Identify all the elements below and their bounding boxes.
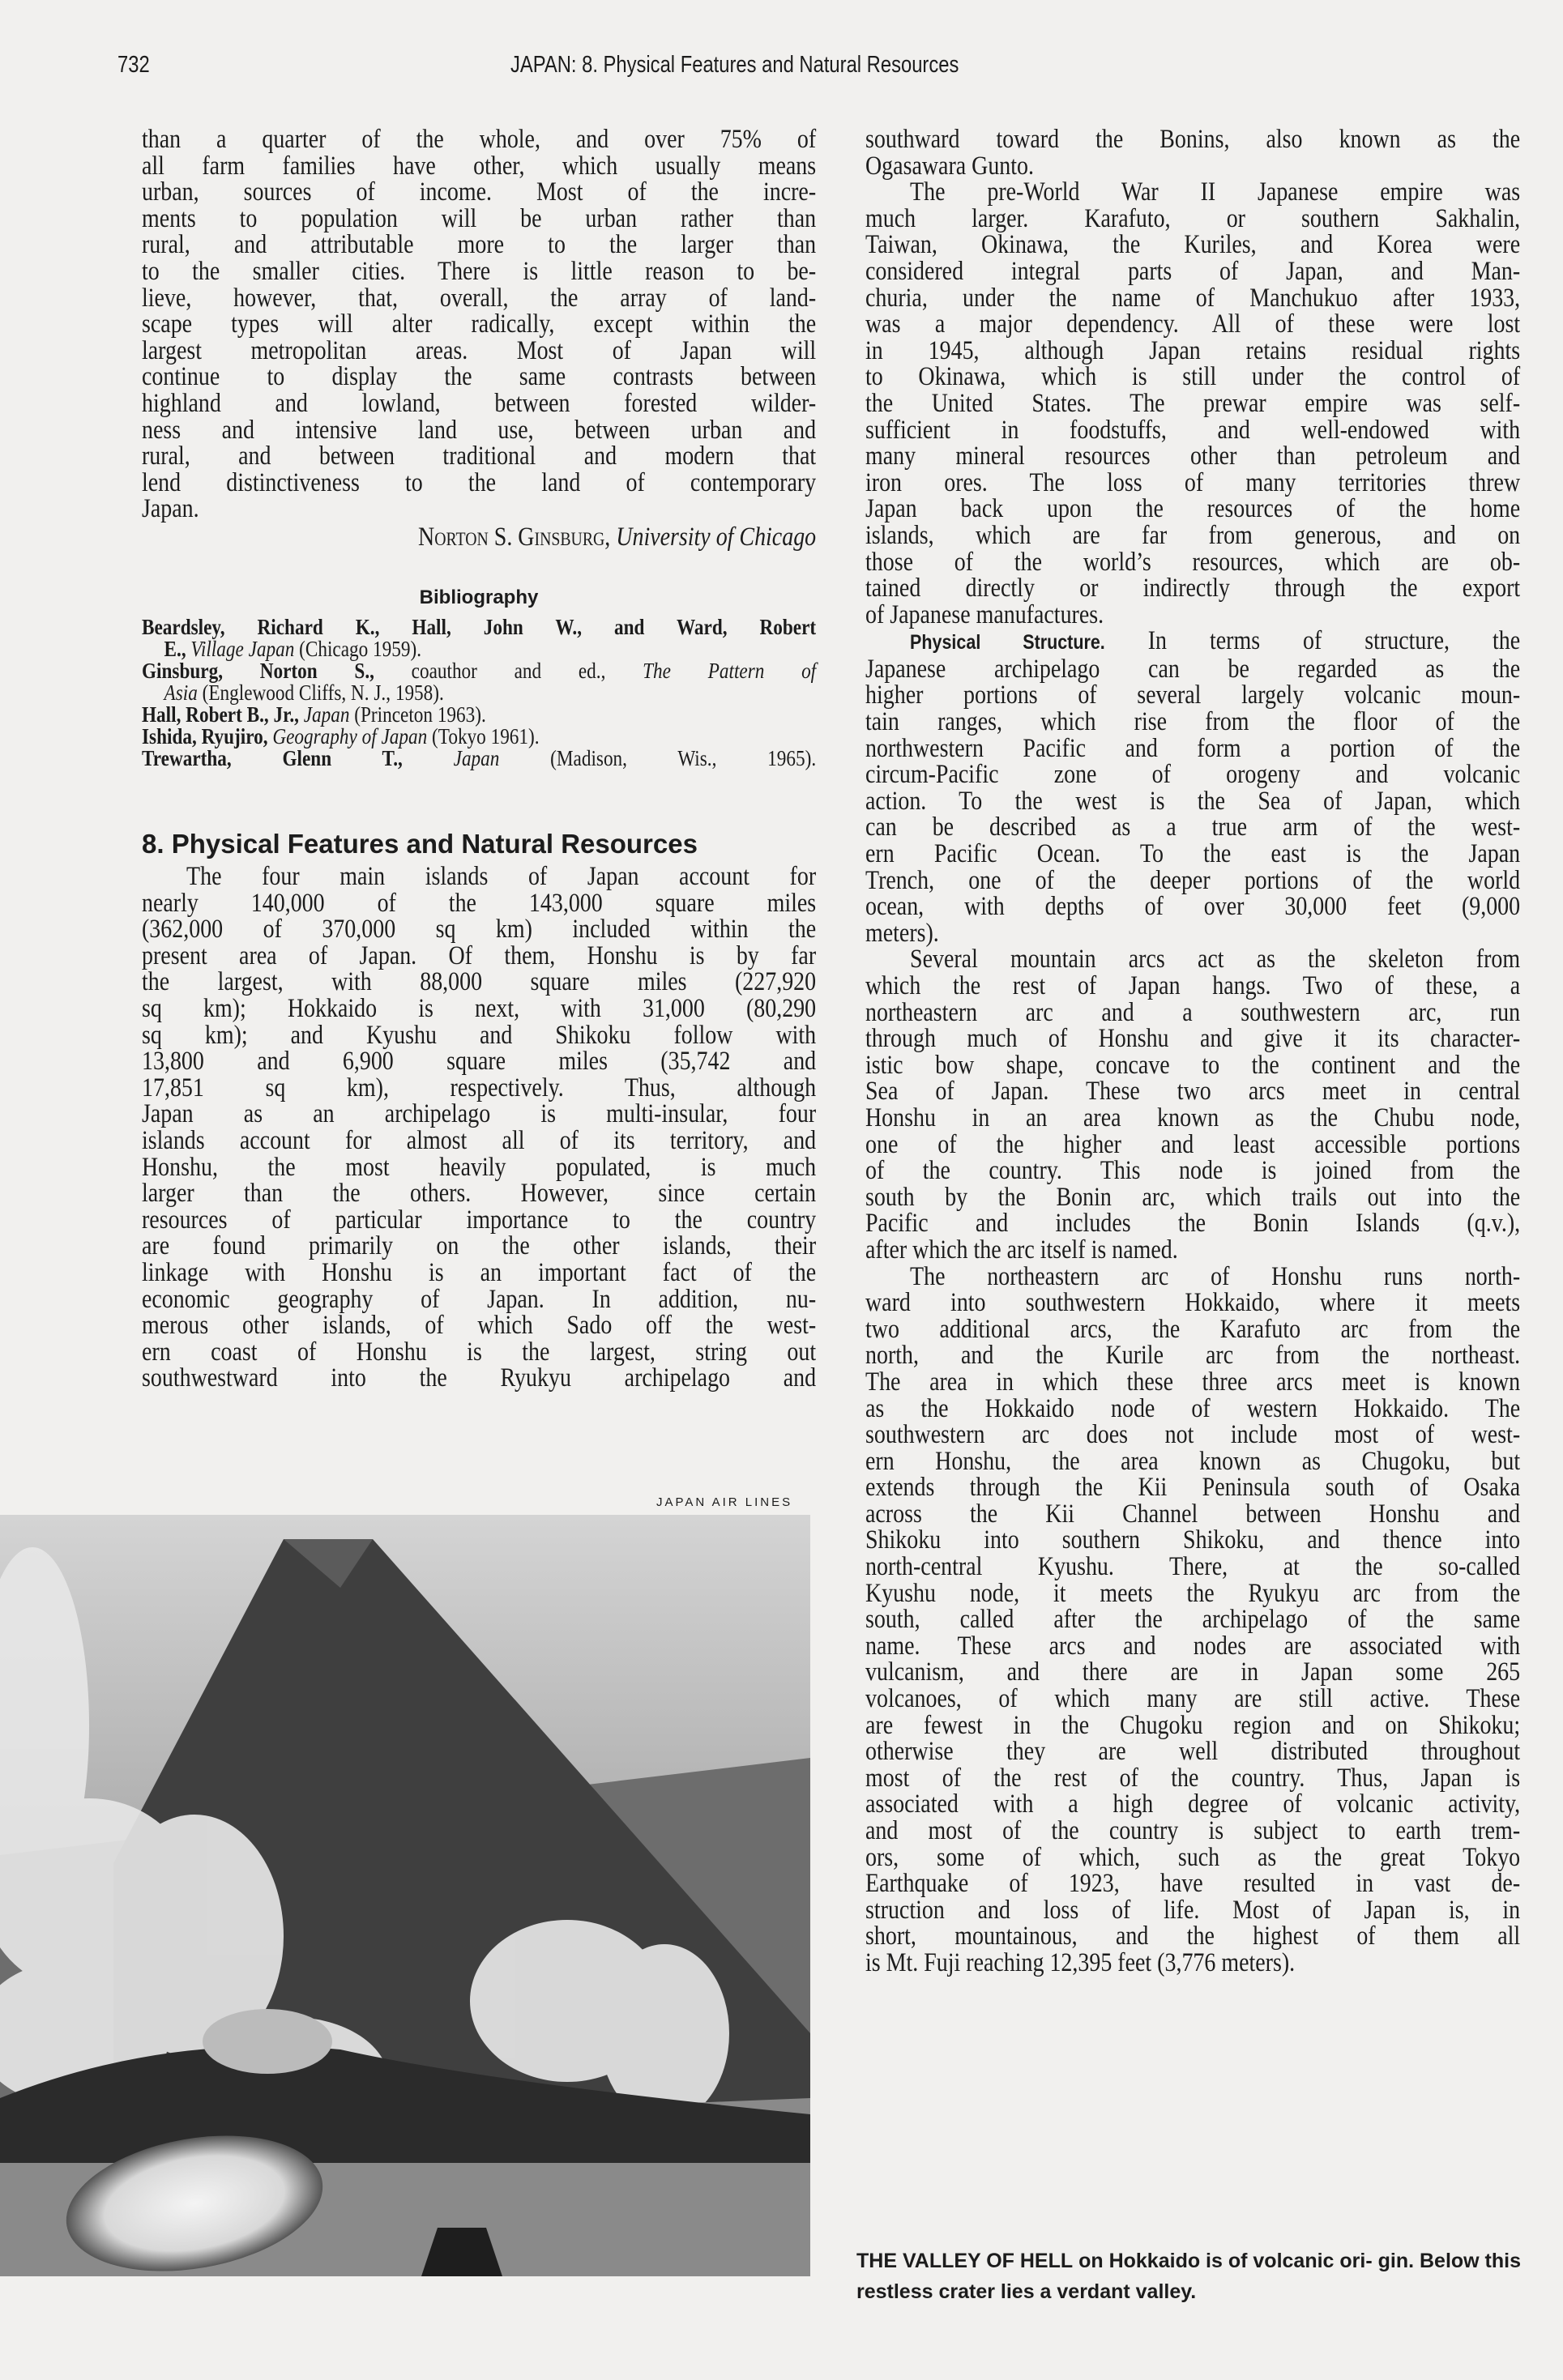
text-line: ocean, with depths of over 30,000 feet (9,000 [865, 892, 1521, 922]
bib-title: Geography of Japan [272, 723, 428, 749]
right-column [865, 126, 1520, 1977]
bib-details: (Madison, Wis., 1965). [550, 745, 817, 770]
text-line: Japan back upon the resources of the home [865, 494, 1521, 524]
text-line: (362,000 of 370,000 sq km) included within the [142, 915, 817, 945]
text-line [865, 628, 1520, 656]
text-line: all farm families have other, which usually means [142, 151, 817, 181]
text-line: scape types will alter radically, except within the [142, 309, 817, 339]
text-line: south, called after the archipelago of the same [865, 1605, 1521, 1635]
text-line: of Japanese manufactures. [865, 599, 1104, 629]
text-line: linkage with Honshu is an important fact of the [142, 1257, 817, 1287]
volcano-image-icon [0, 1515, 810, 2276]
text-line: southward toward the Bonins, also known as the [865, 125, 1521, 154]
photo-credit: JAPAN AIR LINES [656, 1495, 793, 1509]
paragraph-physical-structure [865, 628, 1520, 946]
bib-author: Ishida, Ryujiro, [142, 723, 268, 749]
text-line: struction and loss of life. Most of Japan is, in [865, 1895, 1521, 1925]
text-line: Sea of Japan. These two arcs meet in central [865, 1077, 1521, 1107]
bibliography-entry [142, 704, 816, 726]
text-line: sq km); and Kyushu and Shikoku follow with [142, 1020, 817, 1050]
text-line: after which the arc itself is named. [865, 1235, 1178, 1265]
text-line: The four main islands of Japan account for [186, 862, 817, 891]
text-line: Kyushu node, it meets the Ryukyu arc from the [865, 1578, 1521, 1608]
text-line: was a major dependency. All of these were lost [865, 309, 1521, 339]
text-line: Trench, one of the deeper portions of the world [865, 865, 1521, 895]
intro-paragraph [142, 126, 816, 522]
text-line: volcanoes, of which many are still active. These [865, 1684, 1521, 1714]
text-line: Earthquake of 1923, have resulted in vast de- [865, 1869, 1521, 1899]
text-line: rural, and attributable more to the larger than [142, 230, 817, 260]
text-line: sq km); Hokkaido is next, with 31,000 (80,290 [142, 993, 817, 1023]
text-line: are found primarily on the other islands, their [142, 1231, 817, 1261]
text-line: ward into southwestern Hokkaido, where it meets [865, 1288, 1521, 1318]
text-line: to the smaller cities. There is little reason to be- [142, 256, 817, 286]
section-paragraph [142, 864, 816, 1392]
text-line: merous other islands, of which Sado off the west- [142, 1311, 817, 1341]
text-line: larger than the others. However, since certain [142, 1179, 817, 1209]
bib-details: (Englewood Cliffs, N. J., 1958). [202, 680, 444, 705]
section-8 [142, 813, 816, 1392]
text-line: lieve, however, that, overall, the array of land- [142, 283, 817, 313]
text-line: otherwise they are well distributed throughout [865, 1737, 1521, 1767]
text-line: ern Pacific Ocean. To the east is the Japan [865, 839, 1521, 869]
bib-role: coauthor and ed., [411, 658, 606, 683]
text-line: as the Hokkaido node of western Hokkaido. The [865, 1393, 1521, 1423]
bib-title: Village Japan [190, 636, 295, 661]
bib-title: Asia [164, 680, 198, 705]
text-line: those of the world’s resources, which are ob- [865, 547, 1521, 577]
author-name: Norton S. Ginsburg, [418, 522, 611, 552]
caption-title: THE VALLEY OF HELL [856, 2250, 1074, 2272]
text-line: resources of particular importance to the country [142, 1205, 817, 1235]
running-title: JAPAN: 8. Physical Features and Natural Resources [510, 52, 959, 78]
bibliography-entry [142, 660, 816, 704]
text-line: urban, sources of income. Most of the incre- [142, 177, 817, 207]
text-fragment: In terms of structure, the [1147, 626, 1521, 656]
text-line: islands, which are far from generous, and on [865, 520, 1521, 550]
paragraph [865, 1261, 1521, 1977]
text-line: nearly 140,000 of the 143,000 square miles [142, 888, 817, 918]
bibliography-list [142, 616, 816, 770]
text-line: are fewest in the Chugoku region and on Shikoku; [865, 1710, 1521, 1740]
text-line: and most of the country is subject to earth trem- [865, 1816, 1521, 1845]
text-line: Honshu in an area known as the Chubu node, [865, 1103, 1521, 1132]
text-line: considered integral parts of Japan, and Man- [865, 256, 1521, 286]
bibliography-entry [142, 616, 816, 660]
bibliography-entry [142, 745, 817, 770]
text-line: action. To the west is the Sea of Japan, which [865, 786, 1521, 816]
text-line: highland and lowland, between forested wilder- [142, 388, 817, 418]
text-line: to Okinawa, which is still under the control of [865, 362, 1521, 392]
text-line: associated with a high degree of volcanic activity, [865, 1789, 1521, 1819]
section-body [142, 864, 816, 1392]
text-line: istic bow shape, concave to the continent and the [865, 1050, 1521, 1080]
text-line: Japanese archipelago can be regarded as the [865, 654, 1521, 684]
text-line: across the Kii Channel between Honshu and [865, 1499, 1521, 1529]
bib-title: The Pattern of [643, 658, 817, 683]
page-number: 732 [117, 52, 150, 78]
text-line: Honshu, the most heavily populated, is much [142, 1152, 817, 1182]
text-line: higher portions of several largely volcanic moun- [865, 680, 1521, 710]
text-line: one of the higher and least accessible portions [865, 1129, 1521, 1159]
text-line: much larger. Karafuto, or southern Sakhalin, [865, 203, 1521, 233]
bibliography-heading: Bibliography [419, 586, 539, 608]
bib-details: (Tokyo 1961). [432, 723, 540, 749]
text-line: north, and the Kurile arc from the northeast. [865, 1341, 1521, 1371]
text-line: 17,851 sq km), respectively. Thus, although [142, 1073, 817, 1103]
bib-details: (Chicago 1959). [299, 636, 422, 661]
text-line: The northeastern arc of Honshu runs north- [910, 1261, 1521, 1291]
text-line: islands account for almost all of its territory, and [142, 1125, 817, 1155]
text-line: ors, some of which, such as the great Tokyo [865, 1842, 1521, 1872]
bib-author: Trewartha, Glenn T., [142, 745, 403, 770]
text-line: in 1945, although Japan retains residual rights [865, 335, 1521, 365]
bib-title: Japan [303, 702, 350, 727]
text-line: ness and intensive land use, between urban and [142, 415, 817, 445]
text-line: the largest, with 88,000 square miles (227,920 [142, 967, 817, 997]
text-line: extends through the Kii Peninsula south of Osaka [865, 1473, 1521, 1503]
text-line: Taiwan, Okinawa, the Kuriles, and Korea were [865, 230, 1521, 260]
text-line: northeastern arc and a southwestern arc, run [865, 997, 1521, 1027]
author-affiliation: University of Chicago [616, 522, 817, 552]
paragraph [865, 946, 1520, 1263]
text-line: tained directly or indirectly through the export [865, 574, 1521, 604]
bib-author: Ginsburg, Norton S., [142, 658, 374, 683]
text-line: ern coast of Honshu is the largest, string out [142, 1337, 817, 1367]
paragraph [865, 179, 1520, 628]
section-heading: 8. Physical Features and Natural Resources [142, 829, 698, 859]
bib-author: Beardsley, Richard K., Hall, John W., and Ward, Robert [142, 614, 817, 639]
text-line: which the rest of Japan hangs. Two of these, a [865, 971, 1521, 1000]
text-line: southwestern arc does not include most of west- [865, 1420, 1521, 1450]
page-header [0, 52, 1563, 84]
text-line: largest metropolitan areas. Most of Japan will [142, 335, 817, 365]
text-line: than a quarter of the whole, and over 75% of [142, 125, 817, 154]
text-line: 13,800 and 6,900 square miles (35,742 and [142, 1047, 817, 1077]
text-line: two additional arcs, the Karafuto arc from the [865, 1314, 1521, 1344]
text-line: sufficient in foodstuffs, and well-endowed with [865, 415, 1521, 445]
author-signature [142, 524, 816, 551]
text-line: southwestward into the Ryukyu archipelago and [142, 1363, 817, 1393]
bib-author: Hall, Robert B., Jr., [142, 702, 299, 727]
text-line: most of the rest of the country. Thus, Japan is [865, 1763, 1521, 1793]
bibliography-entry [142, 723, 816, 749]
text-line: Japan. [142, 494, 199, 524]
text-line: can be described as a true arm of the west- [865, 813, 1521, 842]
right-column-content [865, 126, 1520, 1977]
text-line: The pre-World War II Japanese empire was [910, 177, 1521, 207]
text-line: continue to display the same contrasts between [142, 362, 817, 392]
text-line: short, mountainous, and the highest of them all [865, 1921, 1521, 1951]
caption-text: on Hokkaido is of volcanic ori- gin. Below this restless crater lies a verdant valley. [856, 2250, 1521, 2303]
text-line: tain ranges, which rise from the floor of the [865, 707, 1521, 737]
text-line: Pacific and includes the Bonin Islands (q.v.), [865, 1209, 1521, 1239]
text-line: Ogasawara Gunto. [865, 151, 1035, 181]
text-line: Shikoku into southern Shikoku, and thence into [865, 1525, 1521, 1555]
text-line: The area in which these three arcs meet is known [865, 1367, 1521, 1397]
paragraph [865, 126, 1520, 179]
text-line: iron ores. The loss of many territories threw [865, 467, 1521, 497]
text-line: economic geography of Japan. In addition, nu- [142, 1284, 817, 1314]
text-line: vulcanism, and there are in Japan some 265 [865, 1657, 1521, 1687]
bib-details: (Princeton 1963). [354, 702, 486, 727]
text-line: name. These arcs and nodes are associated with [865, 1631, 1521, 1661]
text-line: the United States. The prewar empire was self- [865, 388, 1521, 418]
left-column-content [142, 126, 816, 551]
text-line: churia, under the name of Manchukuo after 1933, [865, 283, 1521, 313]
text-line: lend distinctiveness to the land of contemporary [142, 467, 817, 497]
left-column [142, 125, 817, 1393]
text-line: Japan as an archipelago is multi-insular, four [142, 1099, 817, 1129]
text-line: meters). [865, 918, 939, 948]
text-line: rural, and between traditional and modern that [142, 441, 817, 471]
text-line: circum-Pacific zone of orogeny and volcanic [865, 760, 1521, 790]
volcano-photo [0, 1515, 810, 2276]
text-line: present area of Japan. Of them, Honshu is by far [142, 940, 817, 970]
bibliography [142, 570, 816, 770]
text-line: of the country. This node is joined from the [865, 1156, 1521, 1186]
text-line: north-central Kyushu. There, at the so-called [865, 1552, 1521, 1582]
text-line: northwestern Pacific and form a portion of the [865, 733, 1521, 763]
text-line: ments to population will be urban rather than [142, 203, 817, 233]
photo-caption [856, 2246, 1521, 2307]
run-in-heading: Physical Structure. [910, 631, 1105, 655]
text-line: ern Honshu, the area known as Chugoku, but [865, 1446, 1521, 1476]
text-line: Several mountain arcs act as the skeleton from [910, 945, 1521, 975]
text-line: south by the Bonin arc, which trails out into the [865, 1182, 1521, 1212]
bib-author: E., [164, 636, 186, 661]
text-line: is Mt. Fuji reaching 12,395 feet (3,776 meters). [865, 1947, 1296, 1977]
text-line: many mineral resources other than petroleum and [865, 441, 1521, 471]
bib-title: Japan [453, 745, 500, 770]
text-line: through much of Honshu and give it its character- [865, 1024, 1521, 1054]
